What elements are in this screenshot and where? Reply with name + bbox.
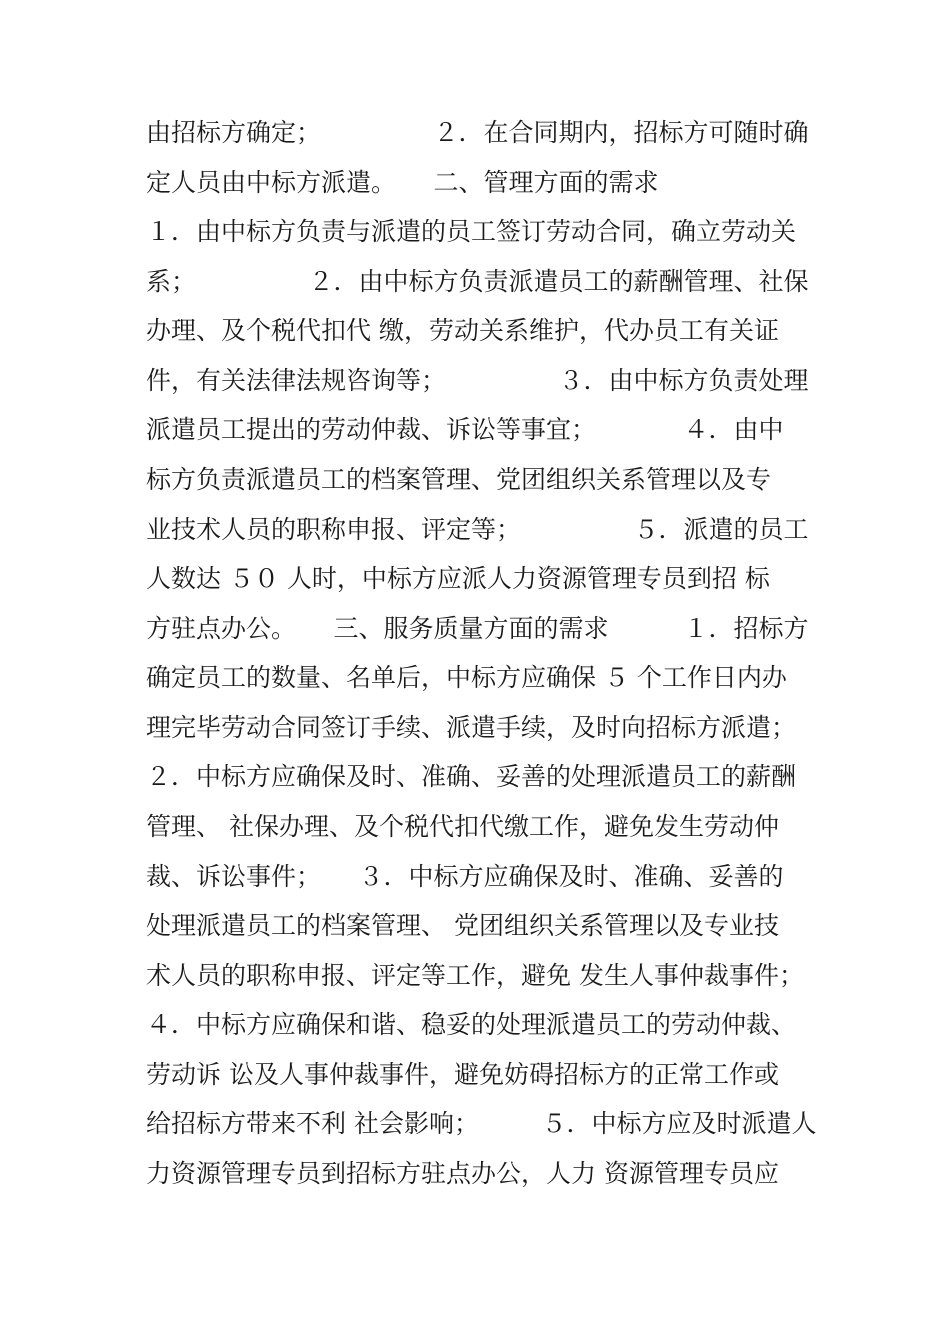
text-line: 处理派遣员工的档案管理、 党团组织关系管理以及专业技: [146, 911, 779, 940]
text-line: 办理、及个税代扣代 缴，劳动关系维护，代办员工有关证: [146, 316, 779, 345]
text-line: ２．中标方应确保及时、准确、妥善的处理派遣员工的薪酬: [146, 762, 797, 791]
text-line: 系； ２．由中标方负责派遣员工的薪酬管理、社保: [146, 267, 809, 296]
text-line: 力资源管理专员到招标方驻点办公，人力 资源管理专员应: [146, 1159, 779, 1188]
text-line: 管理、 社保办理、及个税代扣代缴工作，避免发生劳动仲: [146, 812, 779, 841]
text-line: 业技术人员的职称申报、评定等； ５．派遣的员工: [146, 515, 809, 544]
text-line: 由招标方确定； ２．在合同期内，招标方可随时确: [146, 118, 809, 147]
text-line: 给招标方带来不利 社会影响； ５．中标方应及时派遣人: [146, 1109, 817, 1138]
text-line: 理完毕劳动合同签订手续、派遣手续，及时向招标方派遣；: [146, 713, 797, 742]
text-line: 件，有关法律法规咨询等； ３．由中标方负责处理: [146, 366, 809, 395]
text-line: 术人员的职称申报、评定等工作，避免 发生人事仲裁事件；: [146, 961, 804, 990]
text-line: 派遣员工提出的劳动仲裁、诉讼等事宜； ４．由中: [146, 415, 784, 444]
text-line: 裁、诉讼事件； ３．中标方应确保及时、准确、妥善的: [146, 862, 784, 891]
text-line: 确定员工的数量、名单后，中标方应确保 ５ 个工作日内办: [146, 663, 787, 692]
text-line: １．由中标方负责与派遣的员工签订劳动合同，确立劳动关: [146, 217, 797, 246]
text-line: 标方负责派遣员工的档案管理、党团组织关系管理以及专: [146, 465, 772, 494]
text-line: 方驻点办公。 三、服务质量方面的需求 １．招标方: [146, 614, 809, 643]
text-line: 人数达 ５０ 人时，中标方应派人力资源管理专员到招 标: [146, 564, 770, 593]
text-line: 定人员由中标方派遣。 二、管理方面的需求: [146, 168, 659, 197]
text-line: 劳动诉 讼及人事仲裁事件，避免妨碍招标方的正常工作或: [146, 1060, 779, 1089]
text-line: ４．中标方应确保和谐、稳妥的处理派遣员工的劳动仲裁、: [146, 1010, 797, 1039]
